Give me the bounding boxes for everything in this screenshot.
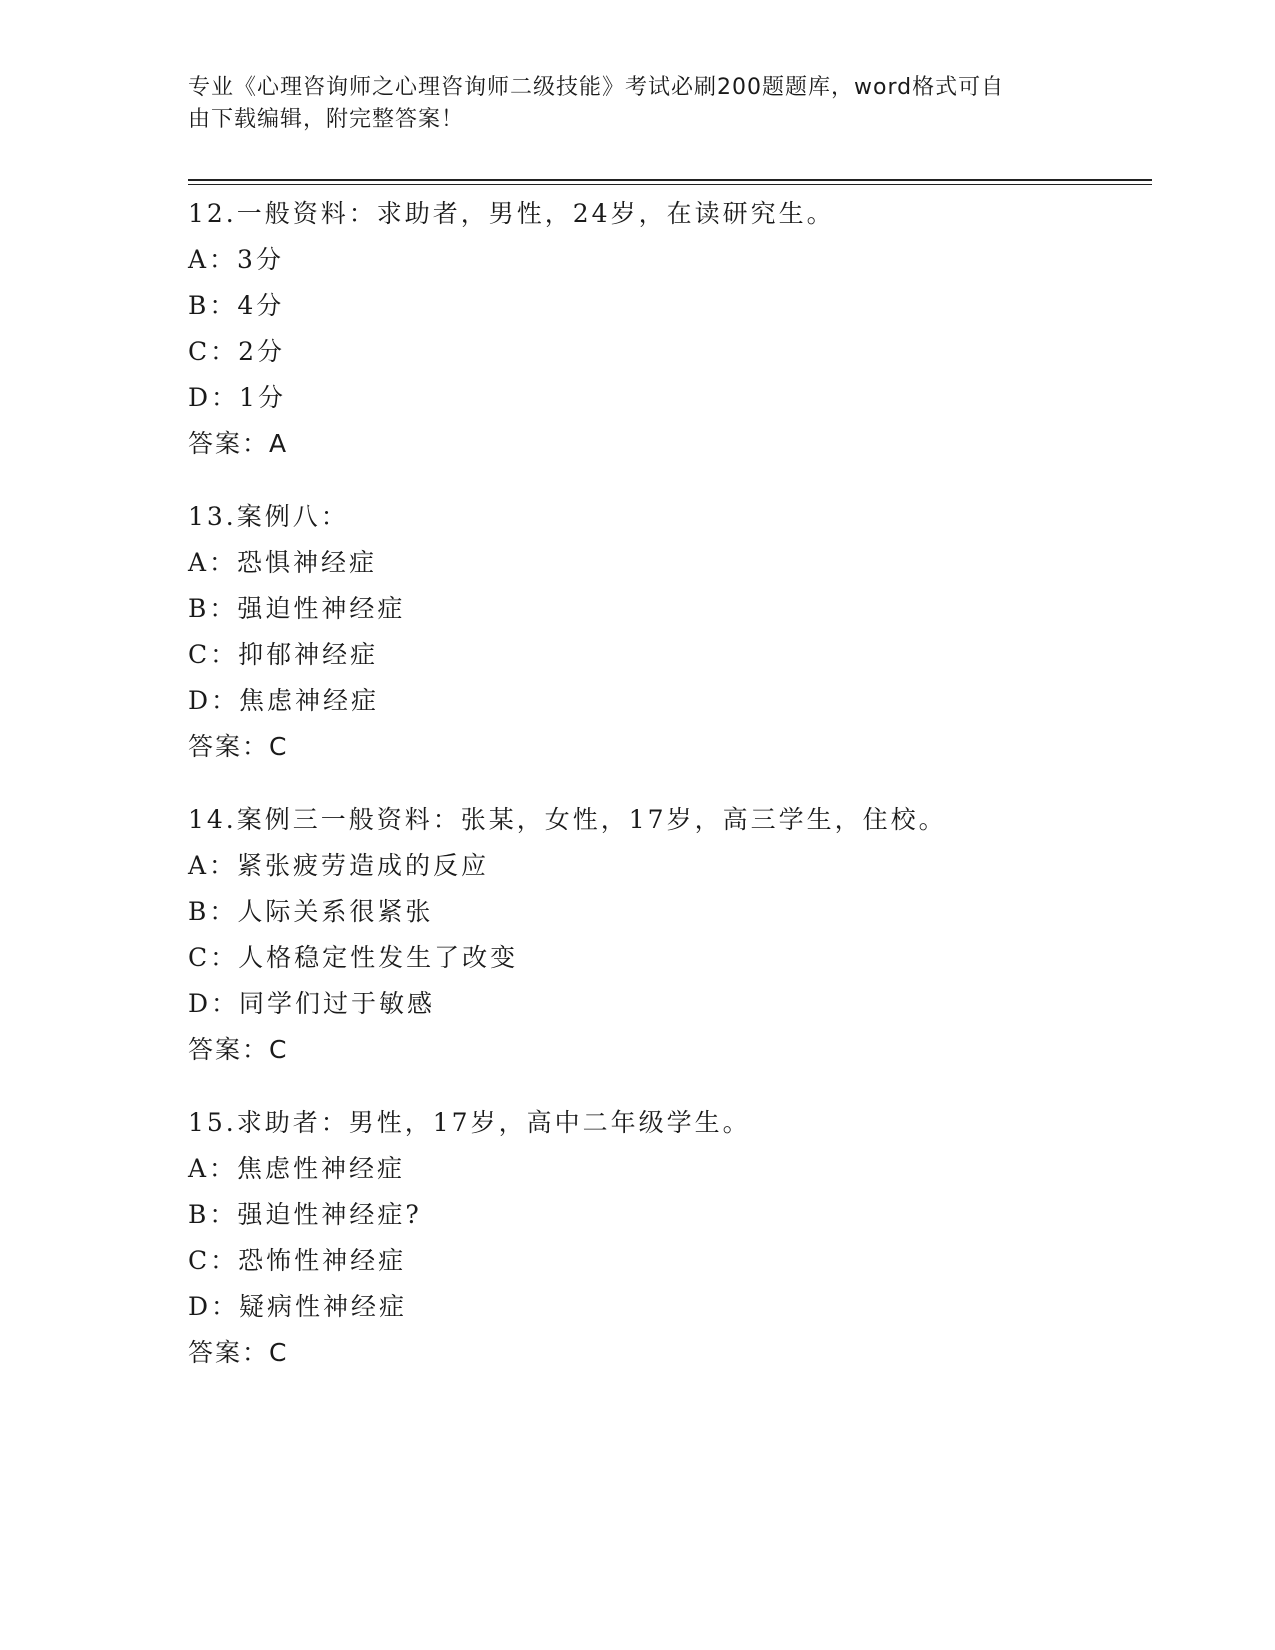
option-a: A：紧张疲劳造成的反应 (188, 851, 490, 880)
option-a: A：3分 (188, 245, 284, 274)
question-block (188, 797, 1148, 1073)
option-d: D：同学们过于敏感 (188, 989, 436, 1018)
option-a: A：焦虑性神经症 (188, 1154, 406, 1183)
header-divider-thick (188, 179, 1152, 181)
question-stem: 14.案例三一般资料：张某，女性，17岁，高三学生，住校。 (188, 805, 947, 834)
document-header (188, 72, 1068, 136)
option-b: B：强迫性神经症 (188, 594, 406, 623)
option-c: C：2分 (188, 337, 286, 366)
answer-line: 答案：A (188, 429, 289, 458)
answer-line: 答案：C (188, 1338, 289, 1367)
header-line-1: 专业《心理咨询师之心理咨询师二级技能》考试必刷200题题库，word格式可自 (188, 75, 1005, 100)
option-d: D：焦虑神经症 (188, 686, 380, 715)
option-c: C：恐怖性神经症 (188, 1246, 407, 1275)
question-block (188, 191, 1148, 467)
option-c: C：抑郁神经症 (188, 640, 379, 669)
option-b: B：4分 (188, 291, 285, 320)
option-b: B：强迫性神经症? (188, 1200, 422, 1229)
answer-line: 答案：C (188, 1035, 289, 1064)
question-stem: 12.一般资料：求助者，男性，24岁，在读研究生。 (188, 199, 835, 228)
option-d: D：1分 (188, 383, 286, 412)
option-a: A：恐惧神经症 (188, 548, 378, 577)
question-block (188, 494, 1148, 770)
header-divider-thin (188, 184, 1152, 185)
question-stem: 13.案例八： (188, 502, 349, 531)
header-line-2: 由下载编辑，附完整答案！ (188, 107, 465, 132)
question-list (188, 191, 1148, 1403)
question-block (188, 1100, 1148, 1376)
question-stem: 15.求助者：男性，17岁，高中二年级学生。 (188, 1108, 751, 1137)
answer-line: 答案：C (188, 732, 289, 761)
option-b: B：人际关系很紧张 (188, 897, 434, 926)
option-c: C：人格稳定性发生了改变 (188, 943, 519, 972)
option-d: D：疑病性神经症 (188, 1292, 408, 1321)
